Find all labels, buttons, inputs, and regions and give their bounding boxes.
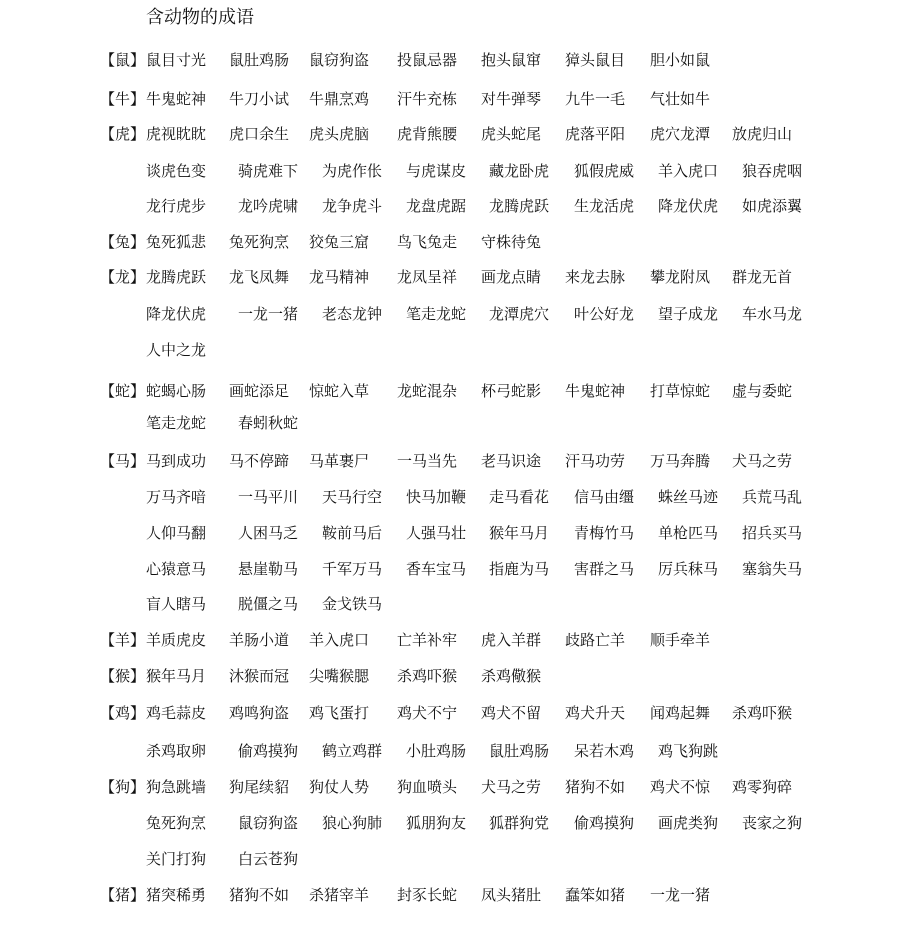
- idiom: 信马由缰: [574, 488, 635, 506]
- animal-tag: 【鸡】: [100, 704, 146, 722]
- idiom: 青梅竹马: [574, 524, 635, 542]
- idiom: 狗仗人势: [309, 778, 370, 796]
- idiom: 虎视眈眈: [146, 125, 207, 143]
- idiom: 老态龙钟: [322, 305, 383, 323]
- idiom: 投鼠忌器: [397, 51, 458, 69]
- animal-tag: 【猴】: [100, 667, 146, 685]
- idiom: 鼠肚鸡肠: [229, 51, 290, 69]
- idiom: 狐假虎威: [574, 162, 635, 180]
- idiom: 闻鸡起舞: [650, 704, 711, 722]
- idiom: 对牛弹琴: [481, 90, 542, 108]
- idiom: 虎头虎脑: [309, 125, 370, 143]
- idiom: 鸡犬升天: [565, 704, 626, 722]
- idiom: 与虎谋皮: [406, 162, 467, 180]
- idiom: 歧路亡羊: [565, 631, 626, 649]
- idiom: 虎头蛇尾: [481, 125, 542, 143]
- idiom: 惊蛇入草: [309, 382, 370, 400]
- idiom: 兔死狗烹: [146, 814, 207, 832]
- idiom: 马到成功: [146, 452, 207, 470]
- idiom: 望子成龙: [658, 305, 719, 323]
- idiom: 杀猪宰羊: [309, 886, 370, 904]
- idiom: 龙潭虎穴: [489, 305, 550, 323]
- idiom: 鼠窃狗盗: [238, 814, 299, 832]
- idiom: 藏龙卧虎: [489, 162, 550, 180]
- idiom: 鸡犬不惊: [650, 778, 711, 796]
- idiom: 呆若木鸡: [574, 742, 635, 760]
- idiom: 蛛丝马迹: [658, 488, 719, 506]
- page-title: 含动物的成语: [146, 7, 254, 28]
- idiom: 关门打狗: [146, 850, 207, 868]
- idiom: 鸡犬不留: [481, 704, 542, 722]
- idiom: 虎落平阳: [565, 125, 626, 143]
- idiom: 蠢笨如猪: [565, 886, 626, 904]
- idiom: 龙凤呈祥: [397, 268, 458, 286]
- idiom: 画虎类狗: [658, 814, 719, 832]
- idiom: 笔走龙蛇: [406, 305, 467, 323]
- idiom: 龙吟虎啸: [238, 197, 299, 215]
- idiom: 谈虎色变: [146, 162, 207, 180]
- idiom: 杀鸡吓猴: [397, 667, 458, 685]
- idiom: 千军万马: [322, 560, 383, 578]
- idiom: 守株待兔: [481, 233, 542, 251]
- animal-tag: 【猪】: [100, 886, 146, 904]
- idiom: 龙飞凤舞: [229, 268, 290, 286]
- idiom: 鸡犬不宁: [397, 704, 458, 722]
- animal-tag: 【狗】: [100, 778, 146, 796]
- idiom: 虎背熊腰: [397, 125, 458, 143]
- idiom: 人仰马翻: [146, 524, 207, 542]
- idiom: 杀鸡吓猴: [732, 704, 793, 722]
- idiom: 来龙去脉: [565, 268, 626, 286]
- idiom: 人强马壮: [406, 524, 467, 542]
- idiom: 马不停蹄: [229, 452, 290, 470]
- idiom: 老马识途: [481, 452, 542, 470]
- idiom: 画蛇添足: [229, 382, 290, 400]
- idiom: 狡兔三窟: [309, 233, 370, 251]
- idiom: 天马行空: [322, 488, 383, 506]
- idiom: 马革裹尸: [309, 452, 370, 470]
- idiom: 汗马功劳: [565, 452, 626, 470]
- idiom: 塞翁失马: [742, 560, 803, 578]
- idiom: 杯弓蛇影: [481, 382, 542, 400]
- idiom: 龙蛇混杂: [397, 382, 458, 400]
- idiom: 杀鸡取卵: [146, 742, 207, 760]
- idiom: 狐群狗党: [489, 814, 550, 832]
- idiom: 招兵买马: [742, 524, 803, 542]
- idiom: 猪狗不如: [229, 886, 290, 904]
- idiom: 猪突稀勇: [146, 886, 207, 904]
- idiom: 气壮如牛: [650, 90, 711, 108]
- idiom: 顺手牵羊: [650, 631, 711, 649]
- idiom: 牛刀小试: [229, 90, 290, 108]
- animal-tag: 【鼠】: [100, 51, 146, 69]
- idiom: 虎口余生: [229, 125, 290, 143]
- idiom: 獐头鼠目: [565, 51, 626, 69]
- idiom: 打草惊蛇: [650, 382, 711, 400]
- animal-tag: 【蛇】: [100, 382, 146, 400]
- idiom: 犬马之劳: [732, 452, 793, 470]
- idiom: 鹤立鸡群: [322, 742, 383, 760]
- idiom: 龙行虎步: [146, 197, 207, 215]
- idiom: 画龙点睛: [481, 268, 542, 286]
- idiom: 车水马龙: [742, 305, 803, 323]
- idiom: 猴年马月: [489, 524, 550, 542]
- idiom: 悬崖勒马: [238, 560, 299, 578]
- idiom: 群龙无首: [732, 268, 793, 286]
- animal-tag: 【羊】: [100, 631, 146, 649]
- idiom: 龙马精神: [309, 268, 370, 286]
- idiom: 沐猴而冠: [229, 667, 290, 685]
- idiom: 犬马之劳: [481, 778, 542, 796]
- idiom: 一马平川: [238, 488, 299, 506]
- idiom: 偷鸡摸狗: [238, 742, 299, 760]
- idiom: 万马齐喑: [146, 488, 207, 506]
- idiom: 汗牛充栋: [397, 90, 458, 108]
- idiom: 一马当先: [397, 452, 458, 470]
- idiom: 鸡零狗碎: [732, 778, 793, 796]
- idiom: 猴年马月: [146, 667, 207, 685]
- animal-tag: 【兔】: [100, 233, 146, 251]
- idiom: 一龙一猪: [238, 305, 299, 323]
- idiom: 脱僵之马: [238, 595, 299, 613]
- idiom: 降龙伏虎: [146, 305, 207, 323]
- animal-tag: 【马】: [100, 452, 146, 470]
- idiom: 心猿意马: [146, 560, 207, 578]
- idiom: 鸡鸣狗盗: [229, 704, 290, 722]
- idiom: 鞍前马后: [322, 524, 383, 542]
- idiom: 一龙一猪: [650, 886, 711, 904]
- idiom: 如虎添翼: [742, 197, 803, 215]
- idiom: 快马加鞭: [406, 488, 467, 506]
- animal-tag: 【龙】: [100, 268, 146, 286]
- animal-tag: 【虎】: [100, 125, 146, 143]
- idiom: 白云苍狗: [238, 850, 299, 868]
- idiom: 生龙活虎: [574, 197, 635, 215]
- idiom: 牛鬼蛇神: [565, 382, 626, 400]
- idiom: 封豕长蛇: [397, 886, 458, 904]
- idiom: 牛鼎烹鸡: [309, 90, 370, 108]
- idiom: 香车宝马: [406, 560, 467, 578]
- idiom: 鼠目寸光: [146, 51, 207, 69]
- idiom: 胆小如鼠: [650, 51, 711, 69]
- idiom: 盲人瞎马: [146, 595, 207, 613]
- idiom: 猪狗不如: [565, 778, 626, 796]
- idiom: 抱头鼠窜: [481, 51, 542, 69]
- idiom: 狗急跳墙: [146, 778, 207, 796]
- idiom: 虎穴龙潭: [650, 125, 711, 143]
- idiom: 兔死狐悲: [146, 233, 207, 251]
- idiom: 指鹿为马: [489, 560, 550, 578]
- idiom: 兵荒马乱: [742, 488, 803, 506]
- idiom: 鸟飞兔走: [397, 233, 458, 251]
- idiom: 单枪匹马: [658, 524, 719, 542]
- idiom: 兔死狗烹: [229, 233, 290, 251]
- idiom: 攀龙附凤: [650, 268, 711, 286]
- idiom: 叶公好龙: [574, 305, 635, 323]
- idiom: 害群之马: [574, 560, 635, 578]
- idiom: 龙盘虎踞: [406, 197, 467, 215]
- idiom: 狼吞虎咽: [742, 162, 803, 180]
- idiom: 春蚓秋蛇: [238, 414, 299, 432]
- idiom: 丧家之狗: [742, 814, 803, 832]
- idiom: 万马奔腾: [650, 452, 711, 470]
- idiom: 笔走龙蛇: [146, 414, 207, 432]
- idiom: 狼心狗肺: [322, 814, 383, 832]
- idiom: 厉兵秣马: [658, 560, 719, 578]
- idiom: 凤头猪肚: [481, 886, 542, 904]
- idiom: 羊质虎皮: [146, 631, 207, 649]
- idiom: 人困马乏: [238, 524, 299, 542]
- idiom: 虚与委蛇: [732, 382, 793, 400]
- idiom: 虎入羊群: [481, 631, 542, 649]
- idiom: 狗尾续貂: [229, 778, 290, 796]
- idiom: 尖嘴猴腮: [309, 667, 370, 685]
- idiom: 鸡飞蛋打: [309, 704, 370, 722]
- idiom: 狐朋狗友: [406, 814, 467, 832]
- idiom: 鼠肚鸡肠: [489, 742, 550, 760]
- idiom: 小肚鸡肠: [406, 742, 467, 760]
- idiom: 放虎归山: [732, 125, 793, 143]
- idiom: 龙腾虎跃: [146, 268, 207, 286]
- idiom: 亡羊补牢: [397, 631, 458, 649]
- idiom: 鸡飞狗跳: [658, 742, 719, 760]
- idiom: 为虎作伥: [322, 162, 383, 180]
- idiom: 降龙伏虎: [658, 197, 719, 215]
- idiom: 杀鸡儆猴: [481, 667, 542, 685]
- idiom: 偷鸡摸狗: [574, 814, 635, 832]
- idiom: 人中之龙: [146, 341, 207, 359]
- idiom: 金戈铁马: [322, 595, 383, 613]
- idiom: 狗血喷头: [397, 778, 458, 796]
- idiom: 龙争虎斗: [322, 197, 383, 215]
- idiom: 鼠窃狗盗: [309, 51, 370, 69]
- idiom: 羊入虎口: [309, 631, 370, 649]
- idiom: 九牛一毛: [565, 90, 626, 108]
- idiom: 龙腾虎跃: [489, 197, 550, 215]
- idiom: 蛇蝎心肠: [146, 382, 207, 400]
- idiom: 羊入虎口: [658, 162, 719, 180]
- idiom: 骑虎难下: [238, 162, 299, 180]
- idiom: 鸡毛蒜皮: [146, 704, 207, 722]
- animal-tag: 【牛】: [100, 90, 146, 108]
- idiom: 牛鬼蛇神: [146, 90, 207, 108]
- idiom: 羊肠小道: [229, 631, 290, 649]
- idiom: 走马看花: [489, 488, 550, 506]
